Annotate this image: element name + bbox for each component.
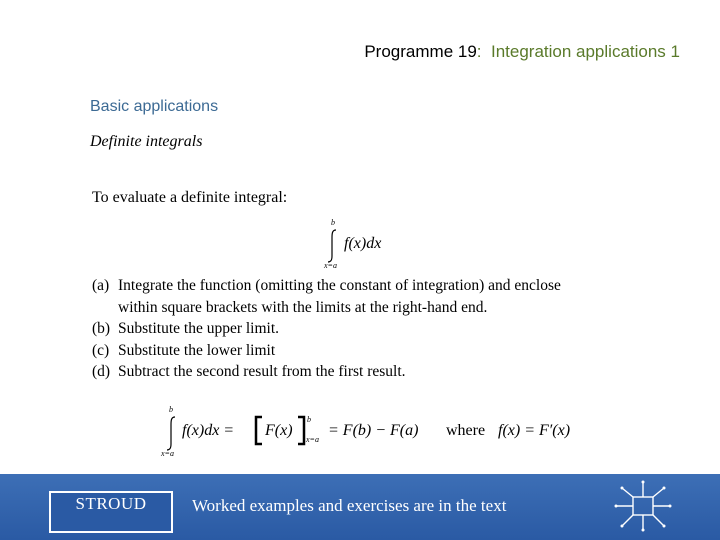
formula1-upper-limit: b: [331, 218, 335, 227]
step-text: Integrate the function (omitting the constant of integration) and enclose: [118, 277, 561, 294]
formula2-upper-limit: b: [169, 405, 173, 414]
list-item: [92, 340, 561, 362]
formula2-lower-limit: x=a: [161, 449, 174, 458]
steps-list: [92, 275, 561, 383]
step-label: (d): [92, 363, 111, 380]
step-text: Substitute the lower limit: [118, 341, 276, 359]
step-label: (b): [92, 320, 111, 337]
definite-integral-formula: [320, 218, 430, 268]
formula2-integrand: f(x)dx =: [182, 422, 235, 439]
programme-label: Programme 19: [364, 42, 477, 61]
footer-bar: [0, 474, 720, 540]
left-square-bracket: [256, 417, 262, 444]
programme-header: [364, 42, 680, 62]
stroud-logo: [49, 491, 173, 533]
step-text: Subtract the second result from the first result.: [118, 363, 406, 380]
navigation-icon[interactable]: [614, 480, 672, 532]
formula1-lower-limit: x=a: [324, 261, 337, 268]
formula1-body: f(x)dx: [344, 235, 382, 252]
formula2-where: where: [446, 422, 486, 439]
bracket-lower-limit: x=a: [306, 435, 319, 444]
step-text: Substitute the upper limit.: [118, 320, 280, 337]
integral-sign: [167, 417, 175, 450]
step-label: (a): [92, 277, 110, 294]
step-label: [92, 297, 118, 319]
list-item: [92, 297, 561, 319]
programme-topic: Integration applications 1: [490, 42, 680, 61]
right-square-bracket: [298, 417, 304, 444]
list-item: [92, 275, 561, 297]
step-text: within square brackets with the limits at the right-hand end.: [118, 298, 488, 316]
formula2-antiderivative: F(x): [265, 422, 293, 439]
header-colon: :: [476, 42, 482, 61]
subtitle: Definite integrals: [90, 133, 203, 150]
brand-label: STROUD: [75, 494, 147, 513]
list-item: [92, 361, 561, 383]
evaluation-formula: [158, 404, 628, 460]
intro-text: To evaluate a definite integral:: [92, 189, 288, 206]
bracket-upper-limit: b: [307, 415, 311, 424]
section-title: Basic applications: [90, 98, 219, 115]
list-item: [92, 318, 561, 340]
footer-text: Worked examples and exercises are in the text: [192, 496, 507, 515]
formula2-definition: f(x) = F′(x): [498, 422, 571, 439]
formula2-result: = F(b) − F(a): [328, 422, 419, 439]
integral-sign: [328, 230, 336, 262]
step-label: (c): [92, 341, 110, 359]
